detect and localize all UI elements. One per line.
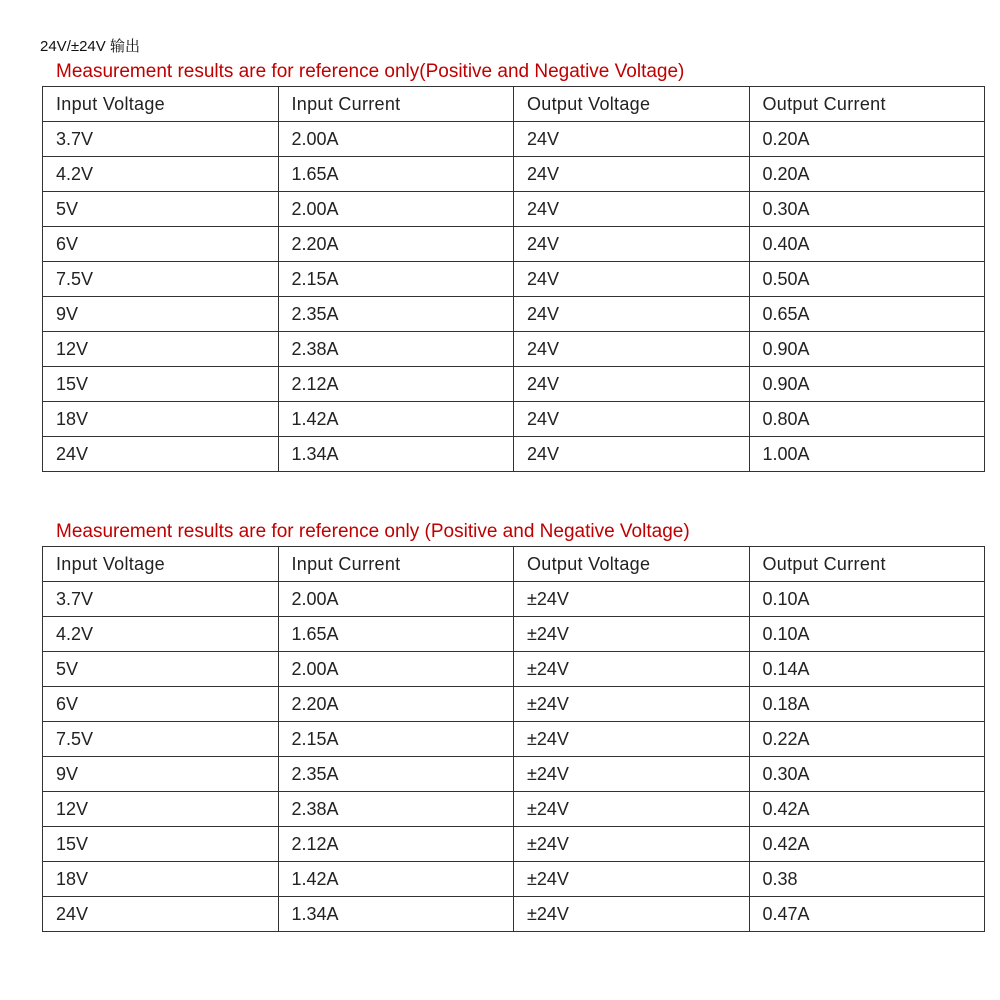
table-row (43, 792, 985, 827)
cell-input-voltage: 6V (43, 687, 279, 722)
header-output-current: Output Current (749, 87, 985, 122)
cell-input-voltage: 6V (43, 227, 279, 262)
cell-output-current: 0.20A (749, 122, 985, 157)
cell-output-voltage: 24V (514, 122, 750, 157)
cell-input-voltage: 9V (43, 757, 279, 792)
table-row (43, 757, 985, 792)
table-row (43, 367, 985, 402)
cell-input-current: 2.00A (278, 582, 514, 617)
cell-output-current: 0.90A (749, 367, 985, 402)
cell-input-current: 2.15A (278, 262, 514, 297)
cell-input-current: 2.38A (278, 332, 514, 367)
cell-output-current: 0.80A (749, 402, 985, 437)
cell-input-current: 2.20A (278, 227, 514, 262)
cell-input-voltage: 15V (43, 827, 279, 862)
cell-output-current: 1.00A (749, 437, 985, 472)
cell-output-voltage: ±24V (514, 862, 750, 897)
cell-input-voltage: 5V (43, 192, 279, 227)
cell-output-current: 0.90A (749, 332, 985, 367)
cell-output-voltage: 24V (514, 227, 750, 262)
cell-input-voltage: 15V (43, 367, 279, 402)
cell-input-voltage: 3.7V (43, 582, 279, 617)
table-row (43, 687, 985, 722)
table-row (43, 582, 985, 617)
cell-input-current: 2.35A (278, 757, 514, 792)
header-output-current: Output Current (749, 547, 985, 582)
measurement-section-dual-output (42, 518, 984, 932)
measurement-table-24v (42, 86, 985, 472)
cell-output-current: 0.50A (749, 262, 985, 297)
table-caption: Measurement results are for reference only(Positive and Negative Voltage) (56, 61, 685, 82)
cell-input-current: 1.65A (278, 617, 514, 652)
cell-input-voltage: 18V (43, 862, 279, 897)
header-input-voltage: Input Voltage (43, 87, 279, 122)
cell-input-current: 2.38A (278, 792, 514, 827)
cell-input-current: 2.12A (278, 827, 514, 862)
measurement-section-single-output (42, 58, 984, 472)
cell-input-current: 2.00A (278, 192, 514, 227)
cell-output-voltage: 24V (514, 262, 750, 297)
cell-input-voltage: 5V (43, 652, 279, 687)
cell-output-voltage: 24V (514, 437, 750, 472)
cell-output-current: 0.10A (749, 617, 985, 652)
cell-input-current: 2.12A (278, 367, 514, 402)
header-input-voltage: Input Voltage (43, 547, 279, 582)
cell-input-voltage: 3.7V (43, 122, 279, 157)
cell-input-current: 1.42A (278, 862, 514, 897)
table-row (43, 827, 985, 862)
table-row (43, 332, 985, 367)
cell-input-voltage: 12V (43, 792, 279, 827)
cell-output-voltage: ±24V (514, 652, 750, 687)
table-row (43, 227, 985, 262)
cell-input-voltage: 18V (43, 402, 279, 437)
cell-output-current: 0.40A (749, 227, 985, 262)
cell-output-current: 0.10A (749, 582, 985, 617)
cell-output-current: 0.18A (749, 687, 985, 722)
cell-output-voltage: 24V (514, 297, 750, 332)
cell-output-current: 0.22A (749, 722, 985, 757)
cell-output-current: 0.20A (749, 157, 985, 192)
table-row (43, 192, 985, 227)
cell-input-current: 2.20A (278, 687, 514, 722)
cell-output-voltage: ±24V (514, 687, 750, 722)
table-row (43, 157, 985, 192)
table-row (43, 722, 985, 757)
table-row (43, 617, 985, 652)
page-title: 24V/±24V 输出 (40, 38, 140, 55)
table-caption: Measurement results are for reference only (Positive and Negative Voltage) (56, 521, 690, 542)
cell-input-current: 1.65A (278, 157, 514, 192)
cell-input-current: 2.35A (278, 297, 514, 332)
cell-output-voltage: 24V (514, 402, 750, 437)
cell-output-voltage: ±24V (514, 827, 750, 862)
header-input-current: Input Current (278, 87, 514, 122)
table-row (43, 897, 985, 932)
cell-input-voltage: 4.2V (43, 617, 279, 652)
table-header-row (43, 87, 985, 122)
cell-input-current: 2.00A (278, 652, 514, 687)
cell-input-voltage: 7.5V (43, 722, 279, 757)
cell-input-voltage: 24V (43, 897, 279, 932)
cell-output-voltage: ±24V (514, 897, 750, 932)
header-output-voltage: Output Voltage (514, 87, 750, 122)
cell-output-current: 0.42A (749, 827, 985, 862)
cell-input-current: 2.00A (278, 122, 514, 157)
cell-input-current: 1.34A (278, 897, 514, 932)
cell-output-current: 0.47A (749, 897, 985, 932)
cell-input-voltage: 12V (43, 332, 279, 367)
cell-output-current: 0.14A (749, 652, 985, 687)
header-output-voltage: Output Voltage (514, 547, 750, 582)
cell-output-current: 0.42A (749, 792, 985, 827)
cell-output-current: 0.38 (749, 862, 985, 897)
table-row (43, 437, 985, 472)
table-row (43, 122, 985, 157)
cell-input-voltage: 7.5V (43, 262, 279, 297)
cell-output-current: 0.30A (749, 757, 985, 792)
header-input-current: Input Current (278, 547, 514, 582)
cell-output-voltage: ±24V (514, 722, 750, 757)
cell-output-voltage: ±24V (514, 792, 750, 827)
table-row (43, 862, 985, 897)
cell-input-voltage: 24V (43, 437, 279, 472)
cell-input-current: 1.34A (278, 437, 514, 472)
table-header-row (43, 547, 985, 582)
cell-input-voltage: 9V (43, 297, 279, 332)
cell-input-voltage: 4.2V (43, 157, 279, 192)
cell-output-voltage: 24V (514, 332, 750, 367)
table-row (43, 297, 985, 332)
cell-output-current: 0.30A (749, 192, 985, 227)
cell-output-voltage: 24V (514, 367, 750, 402)
cell-output-current: 0.65A (749, 297, 985, 332)
cell-output-voltage: ±24V (514, 757, 750, 792)
table-row (43, 402, 985, 437)
cell-input-current: 1.42A (278, 402, 514, 437)
cell-input-current: 2.15A (278, 722, 514, 757)
measurement-table-pm24v (42, 546, 985, 932)
table-row (43, 262, 985, 297)
cell-output-voltage: 24V (514, 192, 750, 227)
table-row (43, 652, 985, 687)
cell-output-voltage: ±24V (514, 582, 750, 617)
cell-output-voltage: ±24V (514, 617, 750, 652)
cell-output-voltage: 24V (514, 157, 750, 192)
